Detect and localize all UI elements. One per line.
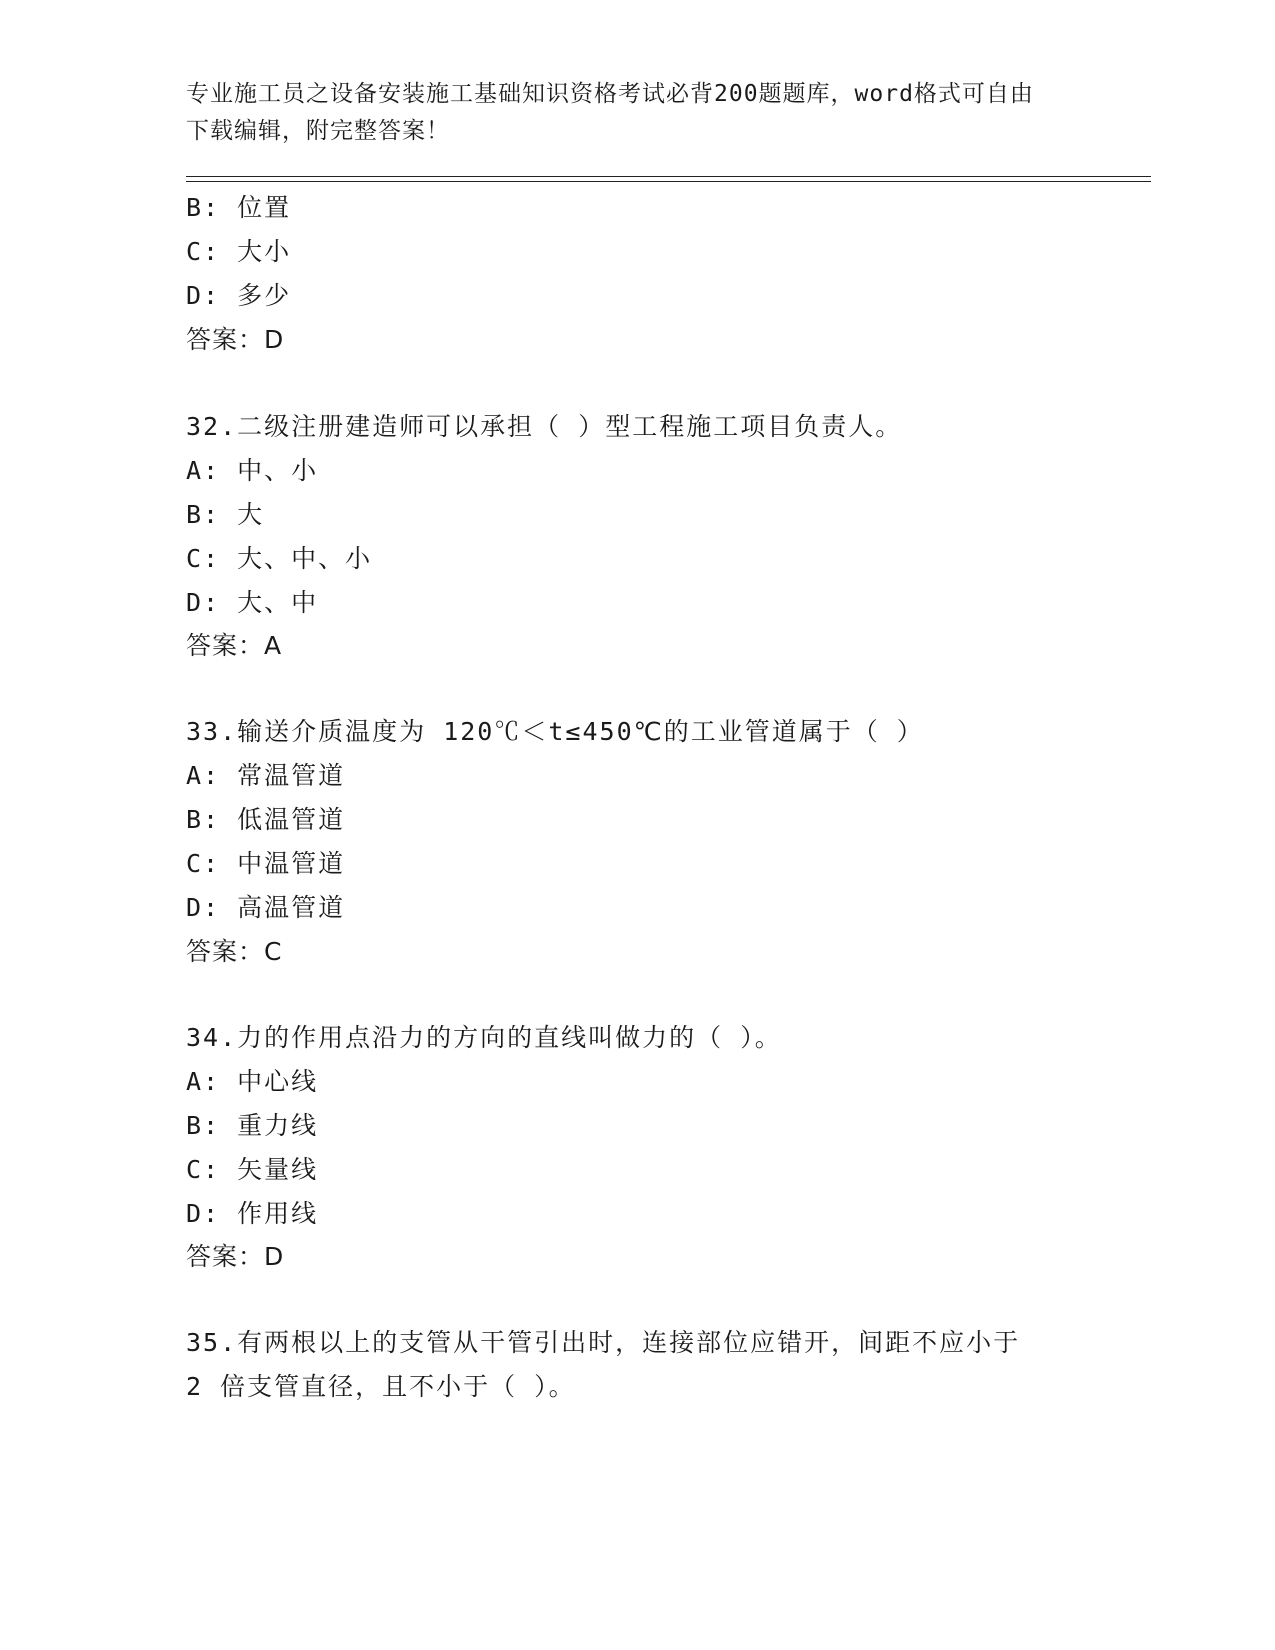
q33-option-b: B: 低温管道 (186, 805, 346, 834)
q34-option-c: C: 矢量线 (186, 1155, 319, 1184)
header-divider-bottom (186, 181, 1151, 182)
q33-answer: 答案：C (186, 937, 283, 966)
header-line-1: 专业施工员之设备安装施工基础知识资格考试必背200题题库，word格式可自由 (186, 81, 1034, 107)
q33-option-c: C: 中温管道 (186, 849, 346, 878)
q34-stem: 34.力的作用点沿力的方向的直线叫做力的（ ）。 (186, 1023, 782, 1052)
q34-answer: 答案：D (186, 1242, 285, 1271)
q31-answer: 答案：D (186, 325, 285, 354)
q35-stem-line-1: 35.有两根以上的支管从干管引出时，连接部位应错开，间距不应小于 (186, 1328, 1021, 1357)
q31-option-d: D: 多少 (186, 281, 292, 310)
q32-answer: 答案：A (186, 631, 283, 660)
q31-option-c: C: 大小 (186, 237, 292, 266)
q34-option-a: A: 中心线 (186, 1067, 319, 1096)
q34-option-b: B: 重力线 (186, 1111, 319, 1140)
q32-stem: 32.二级注册建造师可以承担（ ）型工程施工项目负责人。 (186, 412, 903, 441)
q33-stem: 33.输送介质温度为 120℃＜t≤450℃的工业管道属于（ ） (186, 717, 924, 746)
q32-option-b: B: 大 (186, 500, 265, 529)
q32-option-d: D: 大、中 (186, 588, 319, 617)
q32-option-c: C: 大、中、小 (186, 544, 373, 573)
document-header (186, 76, 1086, 150)
q35-stem-line-2: 2 倍支管直径，且不小于（ ）。 (186, 1372, 576, 1401)
q34-option-d: D: 作用线 (186, 1199, 319, 1228)
header-line-2: 下载编辑，附完整答案！ (186, 118, 450, 144)
q32-option-a: A: 中、小 (186, 456, 319, 485)
q33-option-a: A: 常温管道 (186, 761, 346, 790)
q33-option-d: D: 高温管道 (186, 893, 346, 922)
header-divider-top (186, 176, 1151, 177)
q31-option-b: B: 位置 (186, 193, 292, 222)
